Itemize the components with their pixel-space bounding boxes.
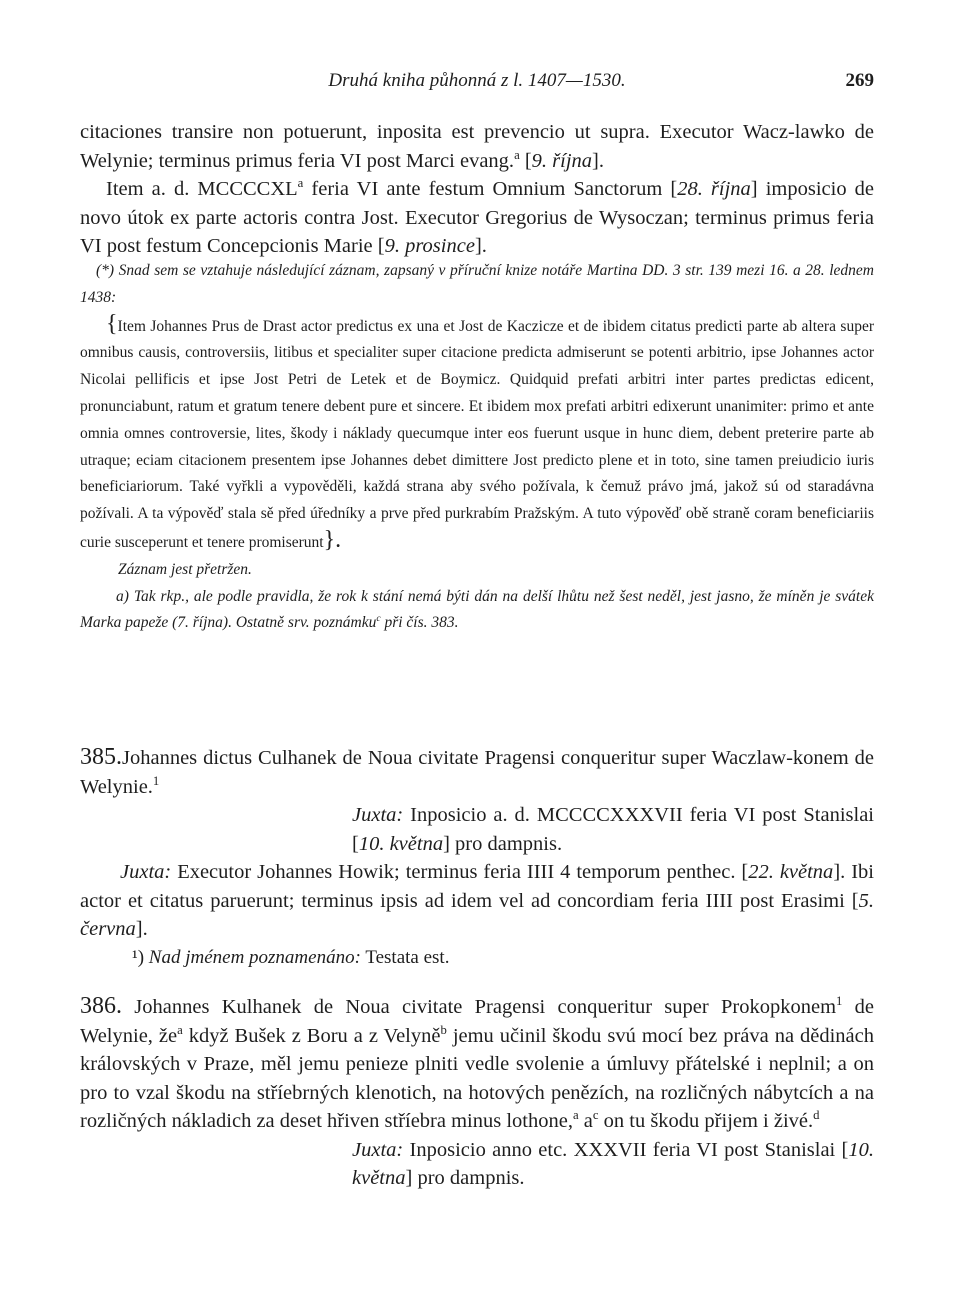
footnote-text: Testata est. — [360, 946, 450, 968]
footnote-marker: (*) — [96, 262, 115, 279]
footnote-a — [80, 584, 874, 638]
footnote-ref: a — [177, 1022, 183, 1037]
continuation-paragraph — [80, 118, 874, 175]
footnote-ref: d — [813, 1108, 820, 1123]
footnote-marker: a) — [116, 587, 129, 605]
footnote-ref: a — [297, 176, 304, 191]
footnote-marker: ¹) — [132, 946, 145, 968]
record-quote — [80, 312, 874, 557]
date-note: 22. května — [748, 861, 834, 883]
footnote-ref: c — [376, 613, 381, 625]
record-text: Item Johannes Prus de Drast actor predictus ex una et Jost de Kaczicze et de ibidem citatus predicti parte ab altera super omnibus causis, controversiis, litibus et specialiter super citacione predicta admiserunt se potenti arbitrio, ipse Johannes actor Nicolai pellificis et ipse Jost Petri de Letek et de Boymicz. Quidquid prefati arbitri inter partes predictas edicent, pronunciabunt, ratum et gratum tenere debent pure et sincere. Et ibidem mox prefati arbitri edixerunt unanimiter: primo et ante omnia omnes controversie, lites, škody i náklady quecumque inter eos fuerunt usque in hunc diem, debent preterire parte ab utraque; eciam citacionem presentem ipse Johannes debet dimittere Jost predicto plene et in toto, sine tamen preiudicio iuris beneficiariorum. Také vyřkli a vypověděli, každá strana aby svého požívala, k čemuž právo jmá, jakož sú od staradávna požívali. A ta výpověď stala sě před úředníky a prve před purkrabím Pražským. A tuto výpověď obě straně coram beneficiariis curie susceperunt et tenere promiserunt — [80, 317, 874, 551]
juxta-385-2 — [80, 858, 874, 944]
entry-385 — [80, 743, 874, 972]
brace-open: { — [106, 310, 118, 337]
running-title: Druhá kniha půhonná z l. 1407—1530. — [328, 70, 626, 91]
entry-number: 386. — [80, 993, 122, 1019]
juxta-label: Juxta: — [352, 1138, 404, 1161]
item-text: feria VI ante festum Omnium Sanctorum [ — [303, 178, 678, 200]
juxta-text: ] pro dampnis. — [405, 1167, 525, 1189]
footnote-ref: a — [572, 1108, 579, 1123]
footnote-ref: b — [440, 1022, 447, 1037]
entry-text: de Welynie, že — [80, 996, 875, 1047]
juxta-text: Inposicio a. d. MCCCCXXXVII feria VI post Stanislai [ — [352, 804, 874, 855]
footnote-block — [80, 258, 874, 637]
juxta-text: ]. — [135, 918, 148, 940]
footnote-ref: 1 — [836, 994, 843, 1009]
entry-386-text — [80, 992, 874, 1136]
continuation-line: citaciones transire non potuerunt, inposita est prevencio ut supra. Executor Wacz-lawko de Welynie; terminus primus feria VI post Marci evang. — [80, 121, 874, 172]
footnote-a-text: Tak rkp., ale podle pravidla, že rok k stání nemá býti dán na delší lhůtu než šest neděl, jest jasno, že míněn je svátek Marka papeže (7. října). Ostatně srv. poznámku — [80, 587, 875, 632]
juxta-label: Juxta: — [352, 804, 404, 826]
entry-number: 385. — [80, 744, 122, 770]
continuation-text — [80, 118, 874, 261]
juxta-text: ] pro dampnis. — [443, 832, 563, 855]
entry-text: on tu škodu přijem i živé. — [598, 1110, 814, 1132]
entry-text: Johannes Kulhanek de Noua civitate Pragensi conqueritur super Prokopkonem — [134, 996, 837, 1018]
entry-text: když Bušek z Boru a z Velyně — [182, 1024, 441, 1047]
brace-close: }. — [323, 526, 342, 553]
juxta-label: Juxta: — [120, 861, 172, 883]
entry-385-text — [80, 743, 874, 801]
footnote-ref: 1 — [152, 773, 160, 788]
juxta-text: Executor Johannes Howik; terminus feria IIII 4 temporum penthec. [ — [171, 861, 749, 883]
juxta-385-1 — [80, 801, 874, 858]
date-note: 5. června — [80, 889, 874, 940]
entry-text: Johannes dictus Culhanek de Noua civitate Pragensi conqueritur super Waczlaw-konem de Welynie. — [80, 747, 874, 798]
record-status: Záznam jest přetržen. — [118, 560, 252, 578]
page-number: 269 — [845, 70, 874, 91]
footnote-ref: a — [514, 147, 520, 162]
footnote-ref: c — [592, 1108, 599, 1123]
item-text: Item a. d. MCCCCXL — [106, 178, 298, 200]
item-text: ] imposicio de novo útok ex parte actoris contra Jost. Executor Gregorius de Wysoczan; terminus primus feria VI post festum Concepcionis Marie [ — [80, 178, 875, 257]
footnote-star-text: Snad sem se vztahuje následující záznam, zapsaný v příruční knize notáře Martina DD. 3 str. 139 mezi 16. a 28. lednem 1438: — [80, 262, 874, 306]
entry-385-footnote — [80, 944, 874, 973]
footnote-a-tail: při čís. 383. — [380, 614, 459, 632]
date-note: 9. října — [531, 149, 593, 172]
footnote-star — [80, 258, 874, 312]
date-note: 28. října — [677, 178, 751, 200]
text-span: ]. — [592, 149, 604, 172]
date-note: 10. května — [352, 1138, 874, 1189]
running-head — [80, 70, 874, 100]
date-note: 10. května — [358, 832, 444, 855]
juxta-text: Inposicio anno etc. XXXVII feria VI post Stanislai [ — [403, 1138, 849, 1161]
text-span: [ — [519, 149, 532, 172]
juxta-386 — [80, 1136, 874, 1193]
entry-text: jemu učinil škodu svú mocí bez práva na dědinách královských v Praze, měl jemu penieze plniti vedle svolenie a úmluvy přátelské i neplnil; a on pro to vzal škodu na stříebrných klenotich, na hotových penězích, na rozličných nábytcích a na rozličných nákladich za deset hřiven stříebra minus lothone, — [80, 1024, 875, 1132]
footnote-label: Nad jménem poznamenáno: — [148, 946, 361, 968]
item-text: ]. — [474, 235, 487, 257]
item-paragraph — [80, 175, 874, 261]
date-note: 9. prosince — [384, 235, 475, 257]
juxta-text: ]. Ibi actor et citatus paruerunt; terminus ipsis ad idem vel ad concordiam feria IIII post Erasimi [ — [80, 861, 874, 912]
entry-386 — [80, 992, 874, 1193]
entry-text: a — [578, 1110, 593, 1132]
